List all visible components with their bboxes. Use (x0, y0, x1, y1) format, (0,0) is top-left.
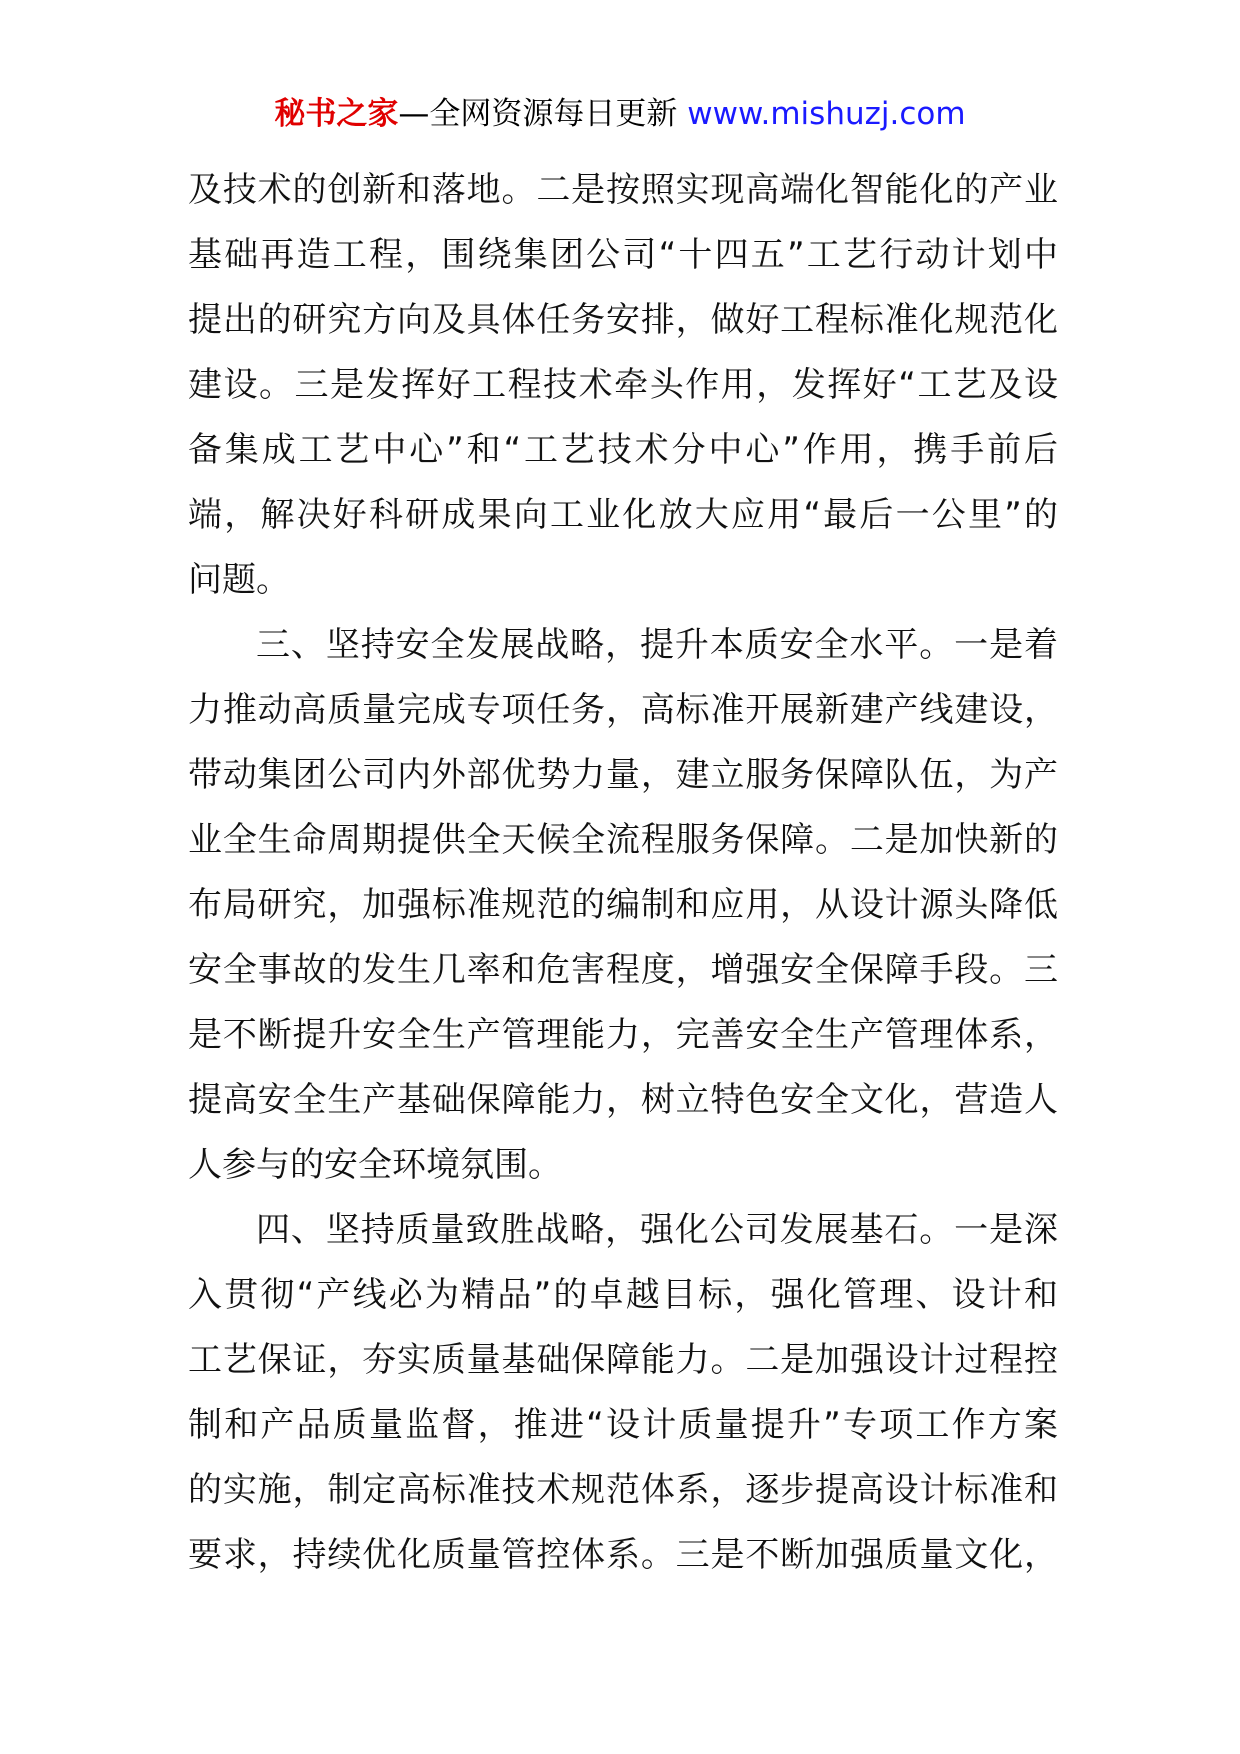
text-line: 入贯彻“产线必为精品”的卓越目标，强化管理、设计和 (188, 1275, 1058, 1315)
text-line: 提出的研究方向及具体任务安排，做好工程标准化规范化 (188, 300, 1058, 340)
paragraph-heading-line: 三、坚持安全发展战略，提升本质安全水平。一是着 (256, 625, 1058, 665)
text-line: 业全生命周期提供全天候全流程服务保障。二是加快新的 (188, 820, 1058, 860)
text-line: 问题。 (188, 560, 290, 600)
text-line: 人参与的安全环境氛围。 (188, 1145, 562, 1185)
text-line: 工艺保证，夯实质量基础保障能力。二是加强设计过程控 (188, 1340, 1058, 1380)
paragraph-3 (188, 1198, 1058, 1588)
text-line: 建设。三是发挥好工程技术牵头作用，发挥好“工艺及设 (188, 365, 1058, 405)
paragraph-1 (188, 158, 1058, 613)
text-line: 提高安全生产基础保障能力，树立特色安全文化，营造人 (188, 1080, 1058, 1120)
text-line: 带动集团公司内外部优势力量，建立服务保障队伍，为产 (188, 755, 1058, 795)
text-line: 安全事故的发生几率和危害程度，增强安全保障手段。三 (188, 950, 1058, 990)
brand-name: 秘书之家 (274, 96, 399, 132)
text-line: 及技术的创新和落地。二是按照实现高端化智能化的产业 (188, 170, 1058, 210)
document-body (188, 158, 1058, 1588)
text-line: 布局研究，加强标准规范的编制和应用，从设计源头降低 (188, 885, 1058, 925)
text-line: 的实施，制定高标准技术规范体系，逐步提高设计标准和 (188, 1470, 1058, 1510)
watermark-header (0, 92, 1240, 136)
text-line: 端，解决好科研成果向工业化放大应用“最后一公里”的 (188, 495, 1058, 535)
site-url-link[interactable]: www.mishuzj.com (687, 96, 966, 132)
text-line: 是不断提升安全生产管理能力，完善安全生产管理体系， (188, 1015, 1058, 1055)
text-line: 基础再造工程，围绕集团公司“十四五”工艺行动计划中 (188, 235, 1058, 275)
text-line: 要求，持续优化质量管控体系。三是不断加强质量文化， (188, 1535, 1058, 1575)
text-line: 制和产品质量监督，推进“设计质量提升”专项工作方案 (188, 1405, 1058, 1445)
paragraph-2 (188, 613, 1058, 1198)
text-line: 备集成工艺中心”和“工艺技术分中心”作用，携手前后 (188, 430, 1058, 470)
paragraph-heading-line: 四、坚持质量致胜战略，强化公司发展基石。一是深 (256, 1210, 1058, 1250)
text-line: 力推动高质量完成专项任务，高标准开展新建产线建设， (188, 690, 1058, 730)
header-slogan: —全网资源每日更新 (398, 96, 678, 132)
